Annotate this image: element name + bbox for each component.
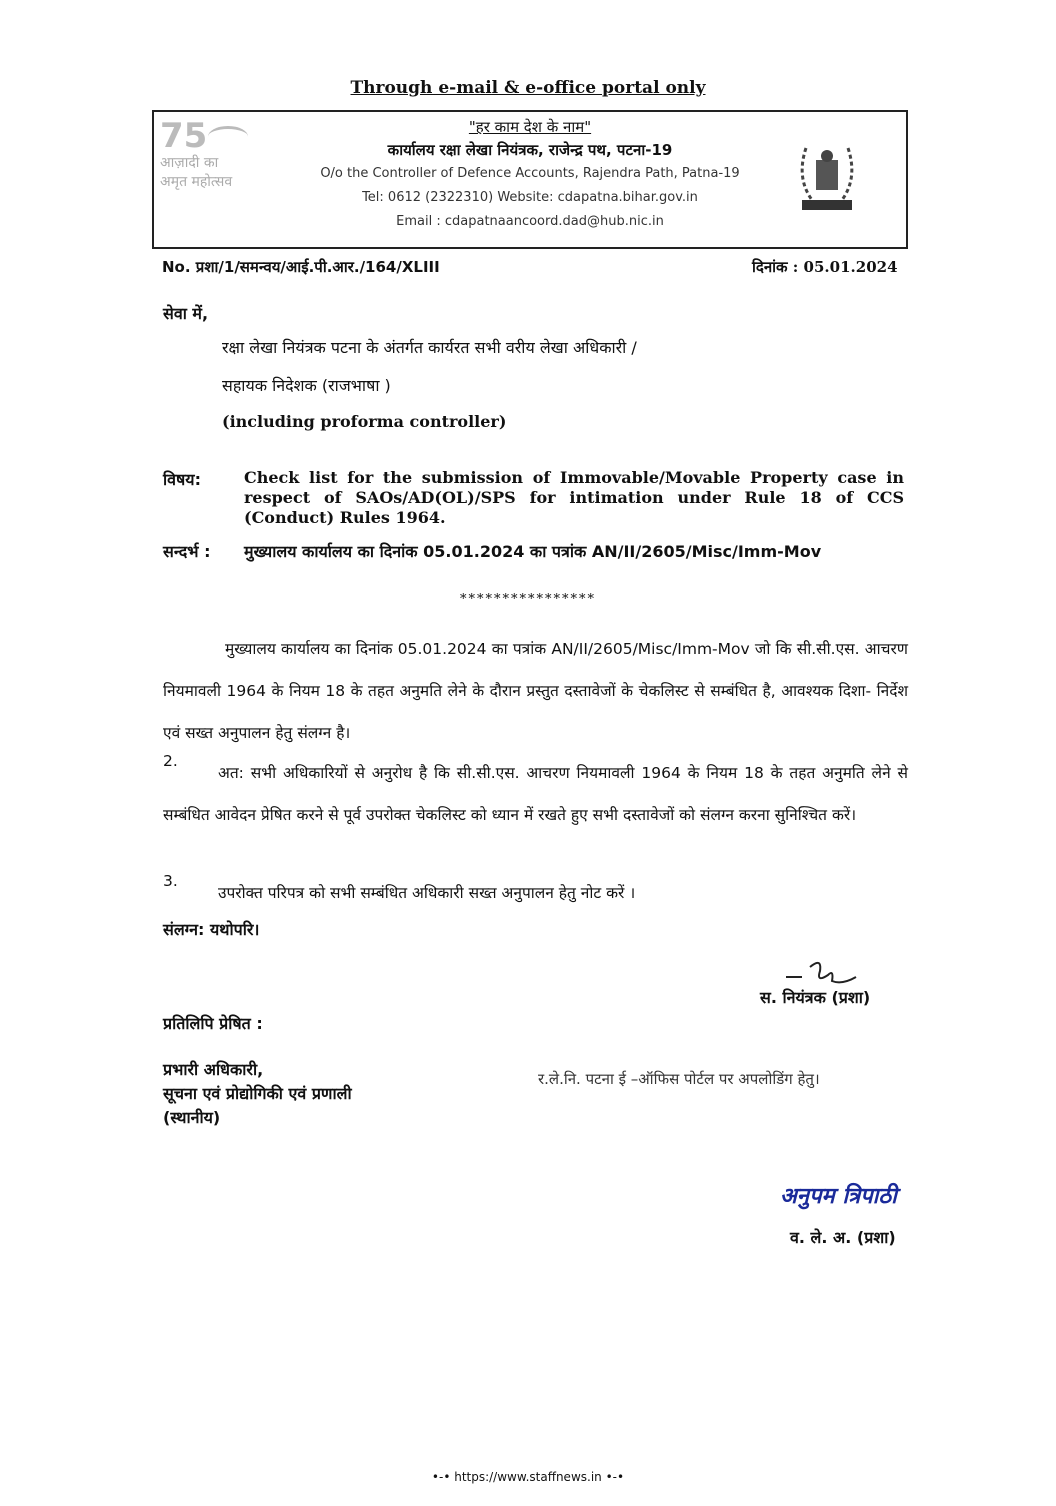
contact-tel-website: Tel: 0612 (2322310) Website: cdapatna.bihar.gov.in <box>362 190 698 205</box>
paragraph-1: मुख्यालय कार्यालय का दिनांक 05.01.2024 का पत्रांक AN/II/2605/Misc/Imm-Mov जो कि सी.सी.एस. आचरण नियमावली 1964 के नियम 18 के तहत अनुमति लेने के दौरान प्रस्तुत दस्तावेजों के चेकलिस्ट से सम्बंधित है, आवश्यक दिशा- निर्देश एवं सख्त अनुपालन हेतु संलग्न है। <box>163 640 908 742</box>
separator: **************** <box>460 592 596 607</box>
slogan: "हर काम देश के नाम" <box>468 118 592 136</box>
paragraph-2-number: 2. <box>163 752 178 770</box>
azadi-logo-wave-icon <box>208 126 248 147</box>
signatory-2-title: व. ले. अ. (प्रशा) <box>790 1228 896 1247</box>
subject-text: Check list for the submission of Immovable/Movable Property case in respect of SAOs/AD(OL)/SPS for intimation under Rule 18 of CCS (Conduct) Rules 1964. <box>244 468 904 527</box>
addressee-line-2: सहायक निदेशक (राजभाषा ) <box>222 376 391 395</box>
enclosure-note: संलग्न: यथोपरि। <box>163 920 260 939</box>
office-name-english: O/o the Controller of Defence Accounts, Rajendra Path, Patna-19 <box>320 166 740 181</box>
addressee-line-1: रक्षा लेखा नियंत्रक पटना के अंतर्गत कार्यरत सभी वरीय लेखा अधिकारी / <box>222 338 637 357</box>
paragraph-3-number: 3. <box>163 872 178 890</box>
addressee-line-3: (including proforma controller) <box>222 412 507 431</box>
paragraph-3: उपरोक्त परिपत्र को सभी सम्बंधित अधिकारी सख्त अनुपालन हेतु नोट करें । <box>218 884 636 902</box>
signature-1-scribble <box>782 955 862 990</box>
azadi-logo-line2: अमृत महोत्सव <box>160 174 233 190</box>
letterhead-text <box>270 116 790 234</box>
upload-note: र.ले.नि. पटना ई –ऑफिस पोर्टल पर अपलोडिंग हेतु। <box>538 1070 820 1088</box>
delivery-note: Through e-mail & e-office portal only <box>350 78 706 98</box>
letter-date: दिनांक : 05.01.2024 <box>752 258 898 276</box>
signature-2: अनुपम त्रिपाठी <box>780 1184 897 1209</box>
recipient-line-1: प्रभारी अधिकारी, <box>163 1060 264 1079</box>
signatory-1-title: स. नियंत्रक (प्रशा) <box>760 988 871 1007</box>
reference-label: सन्दर्भ : <box>163 542 211 561</box>
salutation: सेवा में, <box>163 304 209 323</box>
subject-label: विषय: <box>163 470 201 489</box>
reference-number: No. प्रशा/1/समन्वय/आई.पी.आर./164/XLIII <box>162 258 440 276</box>
footer-url: •-• https://www.staffnews.in •-• <box>431 1470 625 1484</box>
office-name-hindi: कार्यालय रक्षा लेखा नियंत्रक, राजेन्द्र पथ, पटना-19 <box>387 141 673 159</box>
reference-text: मुख्यालय कार्यालय का दिनांक 05.01.2024 का पत्रांक AN/II/2605/Misc/Imm-Mov <box>244 542 822 561</box>
recipient-line-2: सूचना एवं प्रोद्योगिकी एवं प्रणाली <box>163 1084 352 1103</box>
azadi-logo-line1: आज़ादी का <box>160 155 219 171</box>
azadi-logo-number: 75 <box>160 116 208 156</box>
copy-to-label: प्रतिलिपि प्रेषित : <box>163 1014 263 1033</box>
emblem-icon <box>792 138 862 220</box>
azadi-logo <box>160 118 270 213</box>
recipient-line-3: (स्थानीय) <box>163 1108 221 1127</box>
copy-recipient <box>163 1058 352 1130</box>
paragraph-2: अत: सभी अधिकारियों से अनुरोध है कि सी.सी.एस. आचरण नियमावली 1964 के नियम 18 के तहत अनुमति लेने से सम्बंधित आवेदन प्रेषित करने से पूर्व उपरोक्त चेकलिस्ट को ध्यान में रखते हुए सभी दस्तावेजों को संलग्न करना सुनिश्चित करें। <box>163 764 908 824</box>
contact-email: Email : cdapatnaancoord.dad@hub.nic.in <box>396 214 664 229</box>
